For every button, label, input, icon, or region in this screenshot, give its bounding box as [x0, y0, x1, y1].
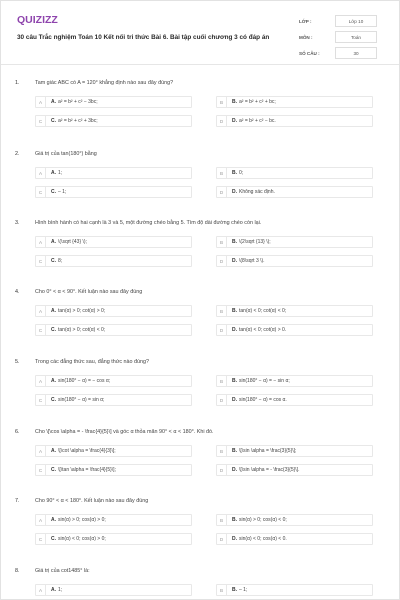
option-letter: A.	[51, 448, 56, 454]
option-letter: C.	[51, 397, 56, 403]
answer-option-b[interactable]	[216, 96, 373, 108]
option-text: \[\cot \alpha = \frac{4}{3}\];	[58, 448, 116, 454]
option-letter: B.	[232, 308, 237, 314]
option-letter: C.	[51, 189, 56, 195]
option-text: \[\sin \alpha = \frac{3}{5}\];	[239, 448, 297, 454]
option-text: \[\tan \alpha = \frac{4}{5}\];	[58, 467, 116, 473]
answer-option-a[interactable]	[35, 305, 192, 317]
option-badge: B	[217, 445, 227, 457]
answer-option-a[interactable]	[35, 445, 192, 457]
meta-label: LỚP :	[299, 18, 312, 24]
page-title: 30 câu Trắc nghiệm Toán 10 Kết nối tri thức Bài 6. Bài tập cuối chương 3 có đáp án	[17, 34, 270, 41]
answer-option-b[interactable]	[216, 514, 373, 526]
option-text: tan(α) < 0; cot(α) > 0.	[239, 327, 287, 333]
answer-option-b[interactable]	[216, 305, 373, 317]
option-badge: C	[36, 533, 46, 545]
option-badge: B	[217, 375, 227, 387]
option-text: sin(180° − α) = − sin α;	[239, 378, 290, 384]
option-badge: A	[36, 445, 46, 457]
option-letter: C.	[51, 467, 56, 473]
option-text: sin(180° − α) = − cos α;	[58, 378, 111, 384]
option-text: sin(180° − α) = cos α.	[239, 397, 287, 403]
option-badge: D	[217, 394, 227, 406]
option-letter: A.	[51, 99, 56, 105]
option-badge: D	[217, 255, 227, 267]
option-letter: C.	[51, 258, 56, 264]
option-letter: B.	[232, 99, 237, 105]
meta-row-count	[299, 45, 377, 61]
logo-text: QUIZIZZ	[17, 14, 58, 25]
option-letter: C.	[51, 327, 56, 333]
question-text: Cho 90° < α < 180°. Kết luận nào sau đây đúng	[35, 498, 149, 504]
question-number: 6.	[15, 429, 20, 435]
option-letter: D.	[232, 397, 237, 403]
question-number: 8.	[15, 568, 20, 574]
option-text: 1;	[58, 587, 63, 593]
meta-value: 30	[335, 47, 377, 59]
option-text: a² = b² + c² − 3bc;	[58, 99, 98, 105]
option-text: sin(180° − α) = sin α;	[58, 397, 105, 403]
answer-option-b[interactable]	[216, 167, 373, 179]
option-badge: C	[36, 394, 46, 406]
question-number: 2.	[15, 151, 20, 157]
option-text: tan(α) > 0; cot(α) > 0;	[58, 308, 106, 314]
option-text: a² = b² + c² + 3bc;	[58, 118, 98, 124]
meta-value: Lớp 10	[335, 15, 377, 27]
option-text: 8;	[58, 258, 63, 264]
question-number: 5.	[15, 359, 20, 365]
option-text: a² = b² + c² − bc.	[239, 118, 276, 124]
option-letter: B.	[232, 378, 237, 384]
option-text: 0;	[239, 170, 244, 176]
question-number: 1.	[15, 80, 20, 86]
option-badge: A	[36, 167, 46, 179]
option-letter: C.	[51, 118, 56, 124]
option-text: – 1;	[239, 587, 248, 593]
answer-option-a[interactable]	[35, 96, 192, 108]
meta-value: Toán	[335, 31, 377, 43]
question-number: 7.	[15, 498, 20, 504]
option-letter: A.	[51, 308, 56, 314]
option-badge: A	[36, 375, 46, 387]
answer-option-b[interactable]	[216, 375, 373, 387]
option-badge: D	[217, 464, 227, 476]
option-badge: B	[217, 167, 227, 179]
option-letter: D.	[232, 467, 237, 473]
answer-option-a[interactable]	[35, 375, 192, 387]
option-badge: B	[217, 305, 227, 317]
answer-option-c[interactable]	[35, 115, 192, 127]
option-text: \(8\sqrt 3 \).	[239, 258, 265, 264]
option-letter: D.	[232, 327, 237, 333]
meta-label: MÔN :	[299, 34, 313, 40]
question-text: Cho \[\cos \alpha = - \frac{4}{5}\] và góc α thỏa mãn 90° < α < 180°. Khi đó.	[35, 429, 214, 435]
option-letter: A.	[51, 587, 56, 593]
answer-option-b[interactable]	[216, 236, 373, 248]
answer-option-c[interactable]	[35, 394, 192, 406]
answer-option-b[interactable]	[216, 584, 373, 596]
quizizz-logo	[17, 13, 61, 25]
option-badge: C	[36, 464, 46, 476]
option-text: tan(α) < 0; cot(α) < 0;	[239, 308, 287, 314]
option-text: tan(α) > 0; cot(α) < 0;	[58, 327, 106, 333]
option-badge: B	[217, 514, 227, 526]
option-letter: D.	[232, 189, 237, 195]
option-badge: B	[217, 584, 227, 596]
option-letter: B.	[232, 587, 237, 593]
option-badge: A	[36, 305, 46, 317]
answer-option-d[interactable]	[216, 115, 373, 127]
question-text: Trong các đẳng thức sau, đẳng thức nào đúng?	[35, 359, 150, 365]
option-badge: B	[217, 96, 227, 108]
option-text: sin(α) > 0; cos(α) < 0;	[239, 517, 287, 523]
answer-option-d[interactable]	[216, 324, 373, 336]
meta-label: SỐ CÂU :	[299, 50, 320, 56]
answer-option-a[interactable]	[35, 236, 192, 248]
answer-option-d[interactable]	[216, 186, 373, 198]
meta-row-subject	[299, 29, 377, 45]
question-number: 4.	[15, 289, 20, 295]
answer-option-c[interactable]	[35, 464, 192, 476]
answer-option-c[interactable]	[35, 255, 192, 267]
option-letter: A.	[51, 378, 56, 384]
answer-option-a[interactable]	[35, 514, 192, 526]
question-text: Cho 0° < α < 90°. Kết luận nào sau đây đúng	[35, 289, 143, 295]
option-letter: B.	[232, 517, 237, 523]
question-text: Giá trị của tan(180°) bằng	[35, 151, 97, 157]
option-letter: A.	[51, 517, 56, 523]
answer-option-d[interactable]	[216, 394, 373, 406]
option-text: a² = b² + c² + bc;	[239, 99, 276, 105]
option-text: 1;	[58, 170, 63, 176]
option-badge: C	[36, 255, 46, 267]
meta-panel	[299, 13, 377, 61]
option-badge: C	[36, 115, 46, 127]
option-badge: D	[217, 115, 227, 127]
option-letter: C.	[51, 536, 56, 542]
option-badge: C	[36, 324, 46, 336]
answer-option-d[interactable]	[216, 464, 373, 476]
option-text: Không xác định.	[239, 189, 275, 195]
option-badge: D	[217, 324, 227, 336]
option-letter: A.	[51, 239, 56, 245]
option-badge: A	[36, 96, 46, 108]
answer-option-d[interactable]	[216, 533, 373, 545]
worksheet-header	[1, 1, 399, 65]
option-badge: D	[217, 533, 227, 545]
meta-row-class	[299, 13, 377, 29]
option-badge: A	[36, 584, 46, 596]
option-letter: D.	[232, 258, 237, 264]
option-badge: B	[217, 236, 227, 248]
option-letter: B.	[232, 170, 237, 176]
answer-option-a[interactable]	[35, 584, 192, 596]
option-letter: D.	[232, 536, 237, 542]
option-letter: D.	[232, 118, 237, 124]
question-text: Hình bình hành có hai cạnh là 3 và 5, một đường chéo bằng 5. Tìm độ dài đường chéo còn lại.	[35, 220, 262, 226]
question-number: 3.	[15, 220, 20, 226]
option-text: \(\sqrt {43} \);	[58, 239, 87, 245]
option-text: sin(α) < 0; cos(α) > 0;	[58, 536, 106, 542]
answer-option-a[interactable]	[35, 167, 192, 179]
answer-option-c[interactable]	[35, 324, 192, 336]
option-letter: B.	[232, 239, 237, 245]
option-text: \(2\sqrt {13} \);	[239, 239, 271, 245]
option-badge: A	[36, 236, 46, 248]
option-letter: B.	[232, 448, 237, 454]
option-badge: A	[36, 514, 46, 526]
option-text: \[\sin \alpha = - \frac{3}{5}\].	[239, 467, 300, 473]
option-letter: A.	[51, 170, 56, 176]
option-text: sin(α) < 0; cos(α) < 0.	[239, 536, 287, 542]
answer-option-c[interactable]	[35, 533, 192, 545]
answer-option-b[interactable]	[216, 445, 373, 457]
answer-option-c[interactable]	[35, 186, 192, 198]
option-badge: C	[36, 186, 46, 198]
answer-option-d[interactable]	[216, 255, 373, 267]
option-badge: D	[217, 186, 227, 198]
option-text: – 1;	[58, 189, 67, 195]
option-text: sin(α) > 0; cos(α) > 0;	[58, 517, 106, 523]
question-text: Tam giác ABC có A = 120° khẳng định nào sau đây đúng?	[35, 80, 174, 86]
question-text: Giá trị của cot1485° là:	[35, 568, 90, 574]
